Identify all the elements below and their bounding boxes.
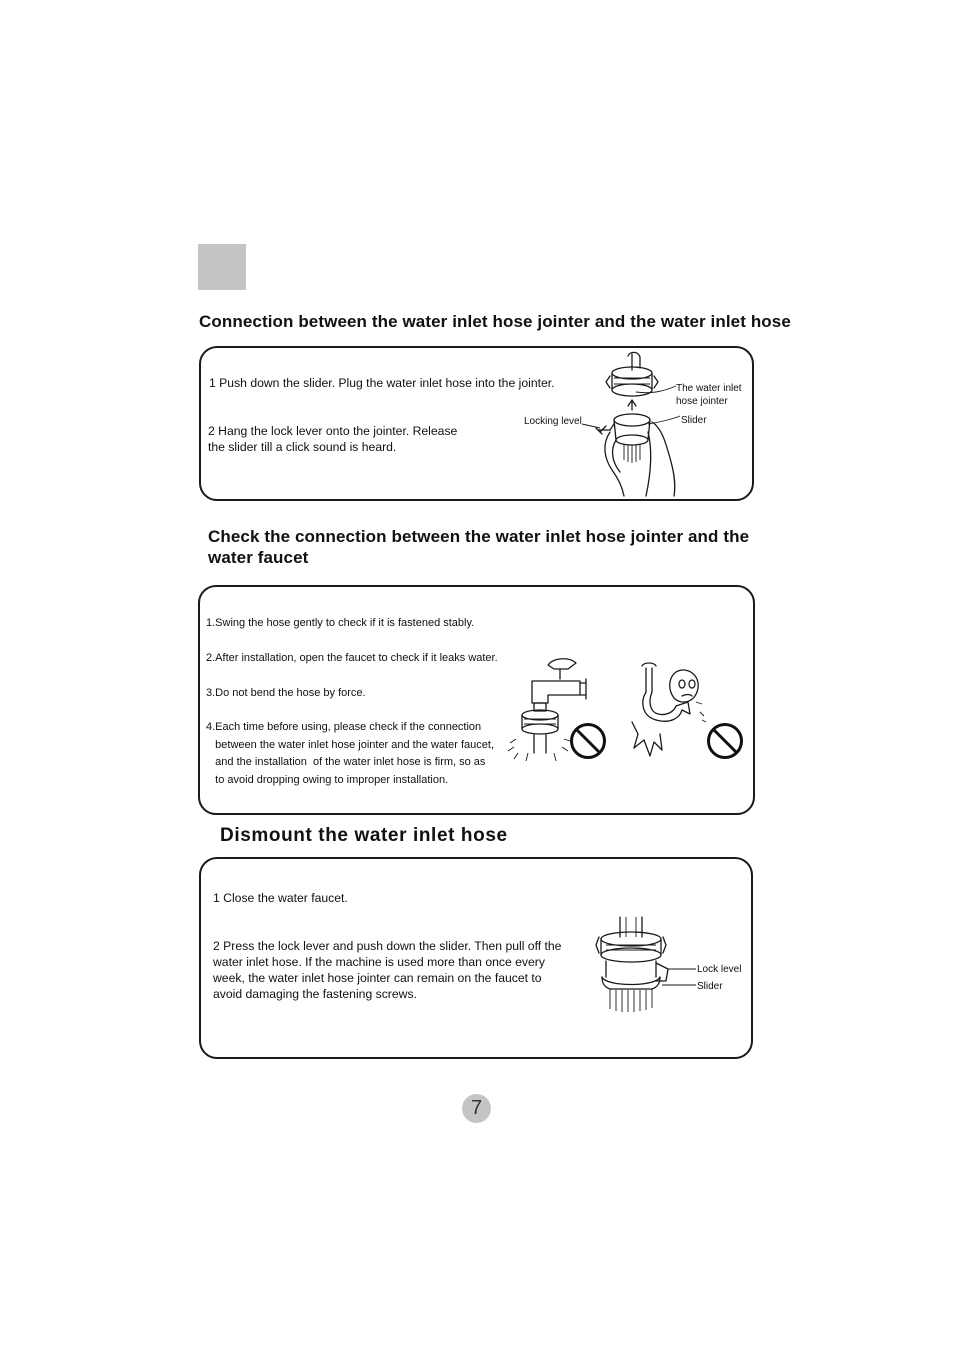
check-item-2: 2.After installation, open the faucet to check if it leaks water. [206, 652, 498, 664]
label-slider-1: Slider [681, 415, 707, 426]
section1-step-1: 1 Push down the slider. Plug the water inlet hose into the jointer. [209, 376, 555, 390]
label-slider-2: Slider [697, 981, 723, 992]
check-item-4-line-4: to avoid dropping owing to improper installation. [206, 774, 449, 786]
check-item-4-line-2: between the water inlet hose jointer and the water faucet, [206, 739, 495, 751]
label-lock-level: Lock level [697, 964, 742, 975]
label-locking-level: Locking level [524, 416, 582, 427]
section-marker [198, 244, 246, 290]
section1-step-2: 2 Hang the lock lever onto the jointer. Release the slider till a click sound is heard. [208, 424, 458, 454]
page-number: 7 [462, 1094, 491, 1123]
prohibited-icon [706, 722, 744, 760]
bent-hose-illustration [630, 662, 710, 762]
check-item-3: 3.Do not bend the hose by force. [206, 687, 366, 699]
label-water-inlet-hose-jointer: The water inlet hose jointer [676, 383, 742, 407]
section3-step-1: 1 Close the water faucet. [213, 891, 348, 905]
jointer-dismount-illustration [596, 915, 696, 1015]
section3-heading: Dismount the water inlet hose [220, 825, 508, 846]
section2-heading: Check the connection between the water inlet hose jointer and the water faucet [208, 527, 750, 567]
section3-step-2: 2 Press the lock lever and push down the slider. Then pull off the water inlet hose. If the machine is used more than once every week, the water inlet hose jointer can remain on the faucet to avoid damaging the fastening screws. [213, 939, 562, 1001]
prohibited-icon [569, 722, 607, 760]
check-item-1: 1.Swing the hose gently to check if it is fastened stably. [206, 617, 475, 629]
check-item-4-line-3: and the installation of the water inlet hose is firm, so as [206, 756, 486, 768]
check-item-4: 4.Each time before using, please check if the connection [206, 721, 482, 733]
section1-heading: Connection between the water inlet hose jointer and the water inlet hose [199, 312, 791, 331]
